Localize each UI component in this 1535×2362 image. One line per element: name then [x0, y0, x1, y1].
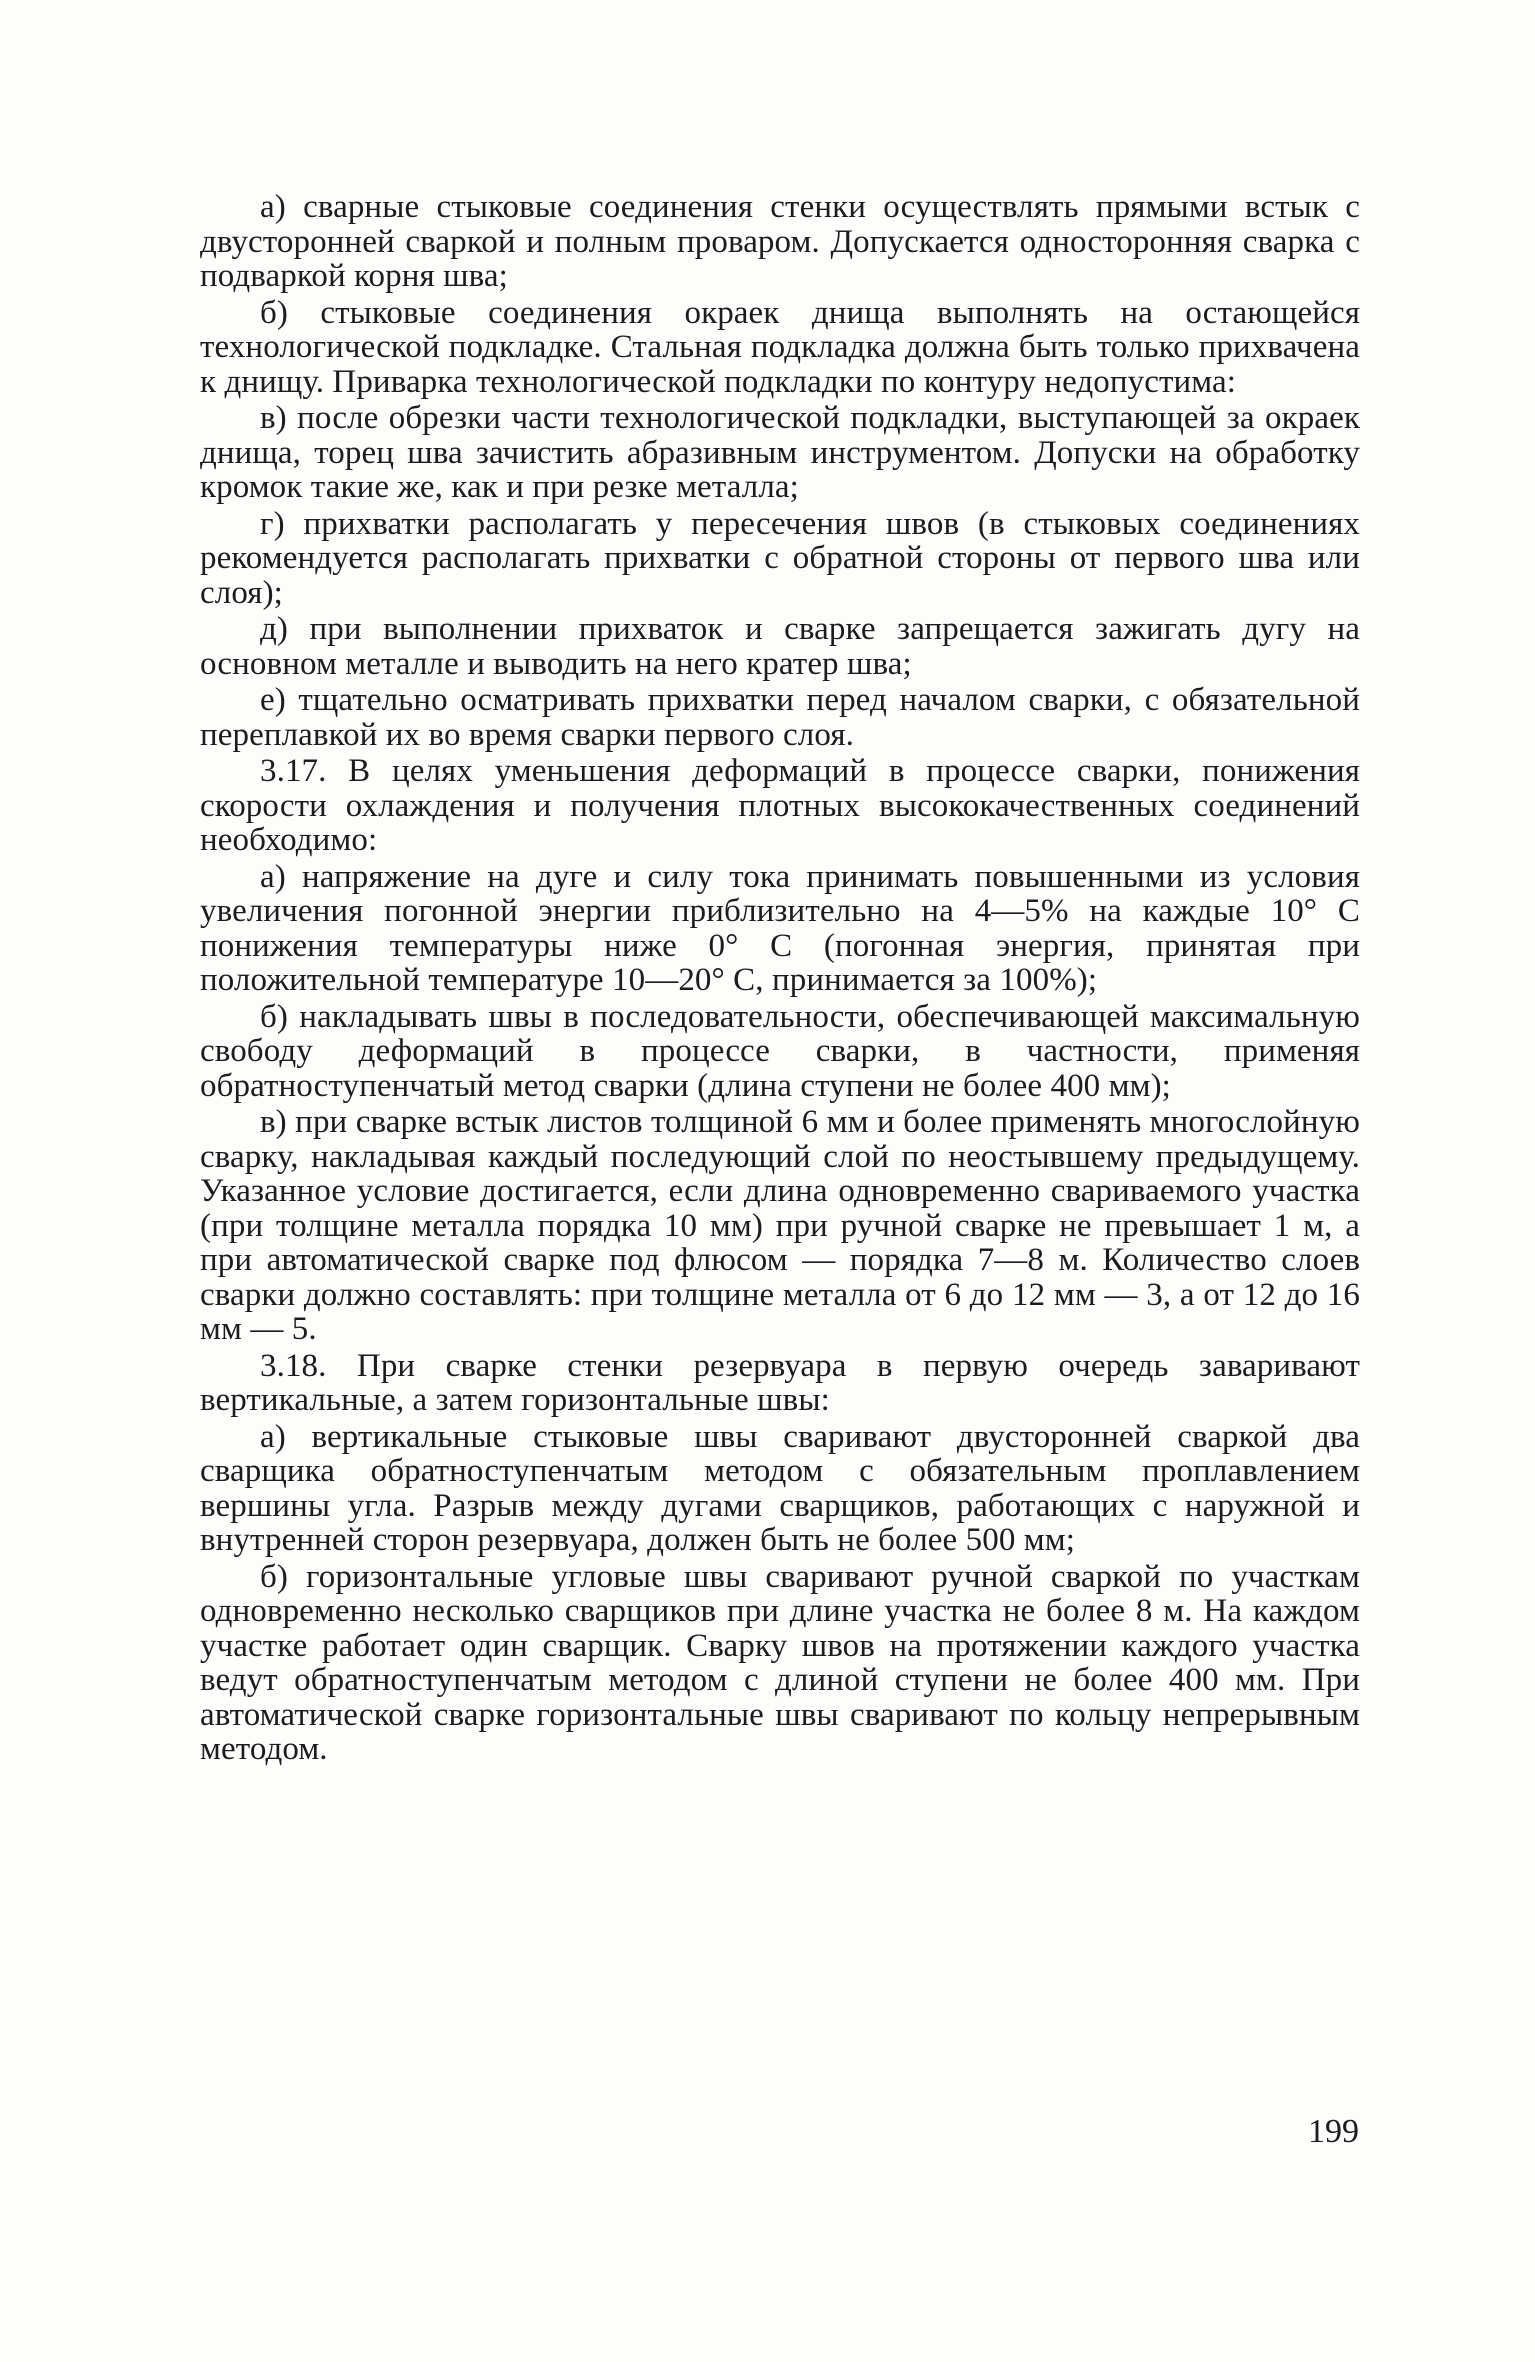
- paragraph: в) при сварке встык листов толщиной 6 мм и более применять многослойную сварку, накладывая каждый последующий слой по неостывшему предыдущему. Указанное условие достигается, если длина одновременно свариваемого участка (при толщине металла порядка 10 мм) при ручной сварке не превышает 1 м, а при автоматической сварке под флюсом — порядка 7—8 м. Количество слоев сварки должно составлять: при толщине металла от 6 до 12 мм — 3, а от 12 до 16 мм — 5.: [200, 1104, 1360, 1347]
- body-text: [200, 190, 1360, 1769]
- paragraph: г) прихватки располагать у пересечения швов (в стыковых соединениях рекомендуется располагать прихватки с обратной стороны от первого шва или слоя);: [200, 505, 1360, 611]
- paragraph: б) стыковые соединения окраек днища выполнять на остающейся технологической подкладке. Стальная подкладка должна быть только прихвачена к днищу. Приварка технологической подкладки по контуру недопустима:: [200, 294, 1360, 400]
- paragraph: д) при выполнении прихваток и сварке запрещается зажигать дугу на основном металле и выводить на него кратер шва;: [200, 611, 1360, 682]
- paragraph: а) вертикальные стыковые швы сваривают двусторонней сваркой два сварщика обратноступенчатым методом с обязательным проплавлением вершины угла. Разрыв между дугами сварщиков, работающих с наружной и внутренней сторон резервуара, должен быть не более 500 мм;: [200, 1418, 1360, 1558]
- paragraph: б) накладывать швы в последовательности, обеспечивающей максимальную свободу деформаций в процессе сварки, в частности, применяя обратноступенчатый метод сварки (длина ступени не более 400 мм);: [200, 998, 1360, 1104]
- paragraph: б) горизонтальные угловые швы сваривают ручной сваркой по участкам одновременно несколько сварщиков при длине участка не более 8 м. На каждом участке работает один сварщик. Сварку швов на протяжении каждого участка ведут обратноступенчатым методом с длиной ступени не более 400 мм. При автоматической сварке горизонтальные швы сваривают по кольцу непрерывным методом.: [200, 1558, 1360, 1767]
- paragraph: в) после обрезки части технологической подкладки, выступающей за окраек днища, торец шва зачистить абразивным инструментом. Допуски на обработку кромок такие же, как и при резке металла;: [200, 400, 1360, 505]
- paragraph: а) сварные стыковые соединения стенки осуществлять прямыми встык с двусторонней сваркой и полным проваром. Допускается односторонняя сварка с подваркой корня шва;: [200, 189, 1360, 294]
- page-number: 199: [1308, 2113, 1359, 2150]
- section-paragraph-3-18: 3.18. При сварке стенки резервуара в первую очередь заваривают вертикальные, а затем горизонтальные швы:: [200, 1347, 1360, 1418]
- paragraph: е) тщательно осматривать прихватки перед началом сварки, с обязательной переплавкой их во время сварки первого слоя.: [200, 682, 1360, 753]
- section-paragraph-3-17: 3.17. В целях уменьшения деформаций в процессе сварки, понижения скорости охлаждения и получения плотных высококачественных соединений необходимо:: [200, 753, 1360, 858]
- paragraph: а) напряжение на дуге и силу тока принимать повышенными из условия увеличения погонной энергии приблизительно на 4—5% на каждые 10° С понижения температуры ниже 0° С (погонная энергия, принятая при положительной температуре 10—20° С, принимается за 100%);: [200, 858, 1360, 998]
